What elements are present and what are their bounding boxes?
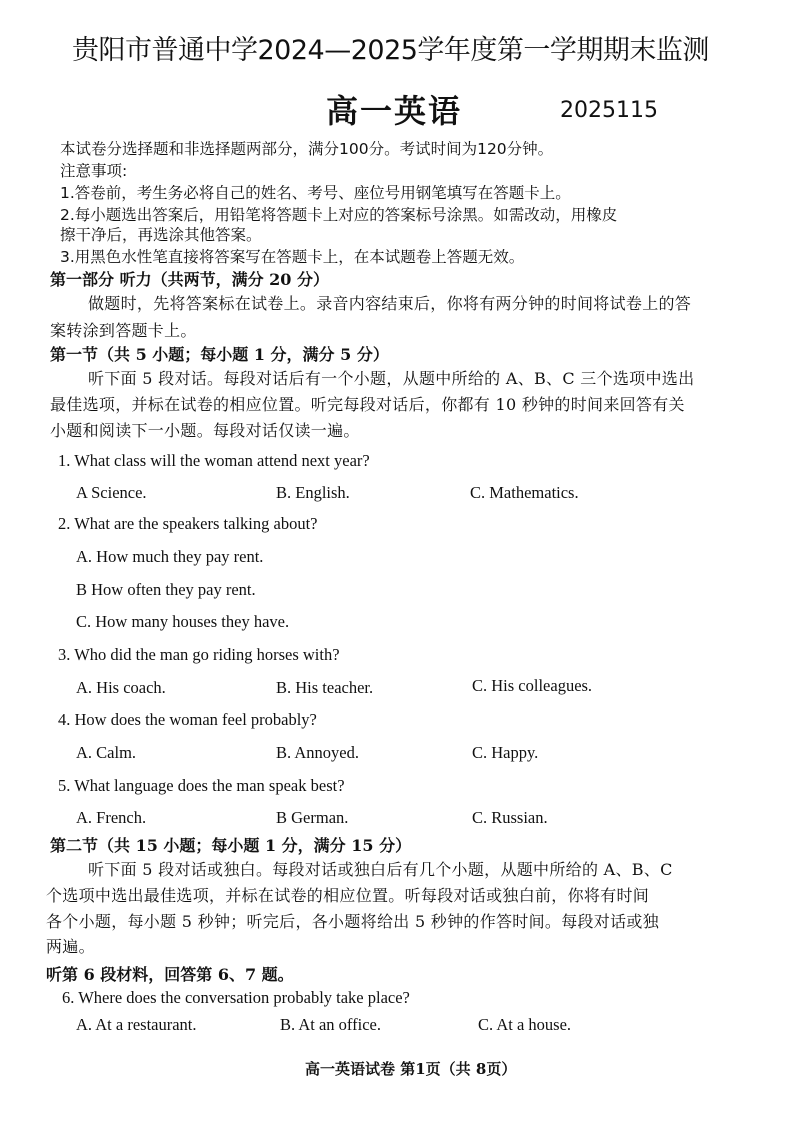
question-6: 6. Where does the conversation probably take place?: [62, 988, 410, 1007]
instruction-item-3: 3.用黑色水性笔直接将答案写在答题卡上，在本试题卷上答题无效。: [60, 248, 525, 266]
q3-option-c: C. His colleagues.: [472, 676, 593, 695]
section1-title: 第一节（共 5 小题；每小题 1 分，满分 5 分）: [50, 345, 389, 364]
section1-line-1: 听下面 5 段对话。每段对话后有一个小题，从题中所给的 A、B、C 三个选项中选出: [88, 369, 695, 388]
section1-line-3: 小题和阅读下一小题。每段对话仅读一遍。: [50, 421, 360, 440]
material-heading: 听第 6 段材料，回答第 6、7 题。: [46, 965, 294, 984]
instruction-item-2-cont: 擦干净后，再选涂其他答案。: [60, 226, 262, 244]
q3-option-b: B. His teacher.: [276, 678, 374, 697]
exam-code: 2025115: [560, 98, 658, 123]
q4-option-a: A. Calm.: [76, 743, 137, 762]
q6-option-a: A. At a restaurant.: [76, 1015, 197, 1034]
q5-option-b: B German.: [276, 808, 349, 827]
q5-option-a: A. French.: [76, 808, 147, 827]
section1-line-2: 最佳选项，并标在试卷的相应位置。听完每段对话后，你都有 10 秒钟的时间来回答有关: [50, 395, 685, 414]
q4-option-b: B. Annoyed.: [276, 743, 359, 762]
q3-option-a: A. His coach.: [76, 678, 166, 697]
q1-option-b: B. English.: [276, 483, 350, 502]
question-1: 1. What class will the woman attend next year?: [58, 451, 370, 470]
part1-title: 第一部分 听力（共两节，满分 20 分）: [50, 270, 329, 289]
part1-line-2: 案转涂到答题卡上。: [50, 321, 197, 340]
exam-title: 贵阳市普通中学2024—2025学年度第一学期期末监测: [72, 35, 709, 66]
q1-option-c: C. Mathematics.: [470, 483, 579, 502]
section2-line-2: 个选项中选出最佳选项，并标在试卷的相应位置。听每段对话或独白前，你将有时间: [46, 886, 650, 905]
q5-option-c: C. Russian.: [472, 808, 548, 827]
q2-option-a: A. How much they pay rent.: [76, 547, 264, 566]
section2-line-4: 两遍。: [46, 937, 95, 956]
notice-label: 注意事项:: [60, 162, 128, 180]
instruction-item-2: 2.每小题选出答案后，用铅笔将答题卡上对应的答案标号涂黑。如需改动，用橡皮: [60, 206, 618, 224]
subject-title: 高一英语: [326, 92, 463, 130]
q2-option-b: B How often they pay rent.: [76, 580, 256, 599]
section2-line-3: 各个小题，每小题 5 秒钟；听完后，各小题将给出 5 秒钟的作答时间。每段对话或独: [46, 912, 660, 931]
question-3: 3. Who did the man go riding horses with?: [58, 645, 340, 664]
question-2: 2. What are the speakers talking about?: [58, 514, 318, 533]
instructions-intro: 本试卷分选择题和非选择题两部分，满分100分。考试时间为120分钟。: [60, 140, 554, 158]
q4-option-c: C. Happy.: [472, 743, 539, 762]
section2-title: 第二节（共 15 小题；每小题 1 分，满分 15 分）: [50, 836, 412, 855]
part1-line-1: 做题时，先将答案标在试卷上。录音内容结束后，你将有两分钟的时间将试卷上的答: [88, 294, 692, 313]
instruction-item-1: 1.答卷前，考生务必将自己的姓名、考号、座位号用钢笔填写在答题卡上。: [60, 184, 571, 202]
page-footer: 高一英语试卷 第1页（共 8页）: [305, 1060, 517, 1078]
section2-line-1: 听下面 5 段对话或独白。每段对话或独白后有几个小题，从题中所给的 A、B、C: [88, 860, 673, 879]
question-5: 5. What language does the man speak best?: [58, 776, 345, 795]
q6-option-b: B. At an office.: [280, 1015, 381, 1034]
q6-option-c: C. At a house.: [478, 1015, 572, 1034]
q1-option-a: A Science.: [76, 483, 147, 502]
q2-option-c: C. How many houses they have.: [76, 612, 290, 631]
question-4: 4. How does the woman feel probably?: [58, 710, 317, 729]
